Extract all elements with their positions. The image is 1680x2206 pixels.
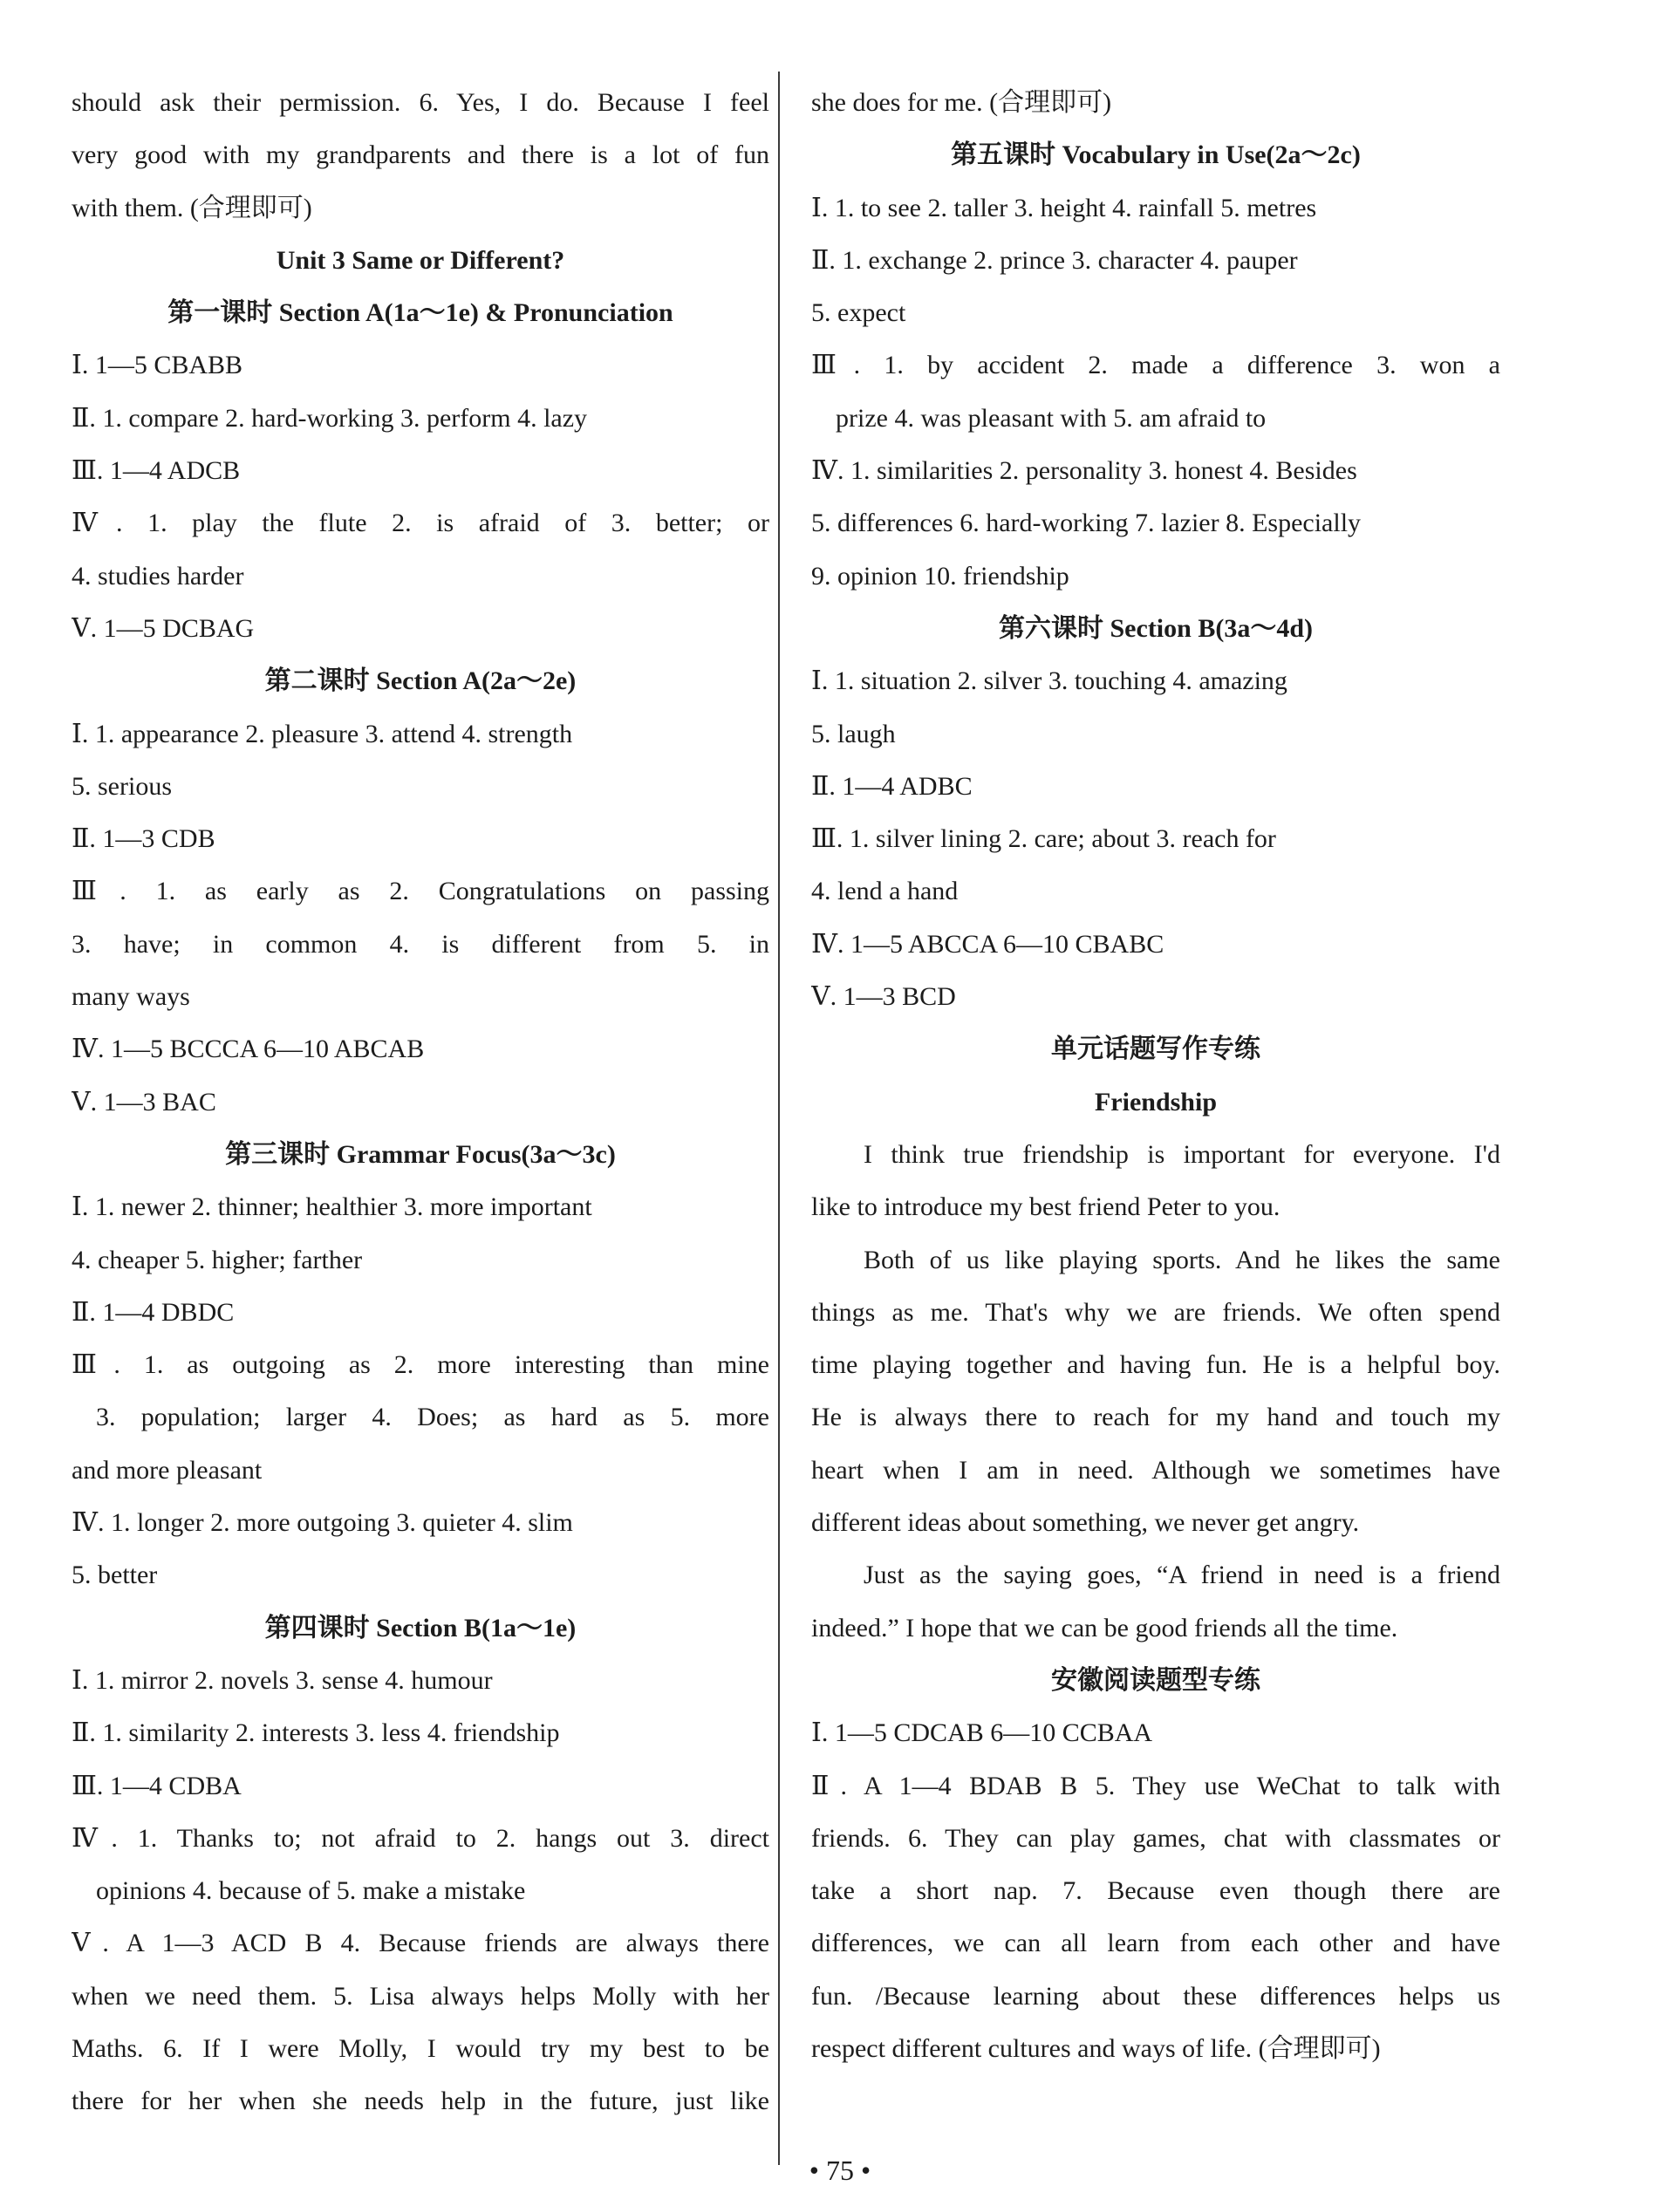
text-line: Ⅰ. 1. to see 2. taller 3. height 4. rainfall 5. metres bbox=[811, 193, 1317, 222]
text-line: Ⅲ. 1. by accident 2. made a difference 3. won a bbox=[811, 351, 1500, 380]
text-line: 4. lend a hand bbox=[811, 877, 959, 906]
text-line: 3. have; in common 4. is different from 5. in bbox=[72, 929, 769, 959]
text-line: 5. expect bbox=[811, 298, 906, 328]
text-line: indeed.” I hope that we can be good friends all the time. bbox=[811, 1613, 1398, 1643]
text-line: 9. opinion 10. friendship bbox=[811, 561, 1069, 591]
text-line: Ⅲ. 1. as outgoing as 2. more interesting than mine bbox=[72, 1350, 769, 1380]
text-line: 4. cheaper 5. higher; farther bbox=[72, 1245, 363, 1274]
text-line: Maths. 6. If I were Molly, I would try my best to be bbox=[72, 2033, 769, 2063]
section-heading: 第四课时 Section B(1a～1e) bbox=[264, 1613, 577, 1643]
left-column bbox=[72, 77, 769, 2128]
text-line: 3. population; larger 4. Does; as hard as 5. more bbox=[96, 1403, 769, 1432]
text-line: opinions 4. because of 5. make a mistake bbox=[96, 1876, 526, 1906]
text-line: prize 4. was pleasant with 5. am afraid to bbox=[836, 403, 1267, 433]
section-heading: 第六课时 Section B(3a～4d) bbox=[999, 613, 1313, 643]
text-line: Ⅳ. 1. longer 2. more outgoing 3. quieter 4. slim bbox=[72, 1508, 573, 1538]
section-heading: Unit 3 Same or Different? bbox=[276, 245, 565, 275]
text-line: 5. serious bbox=[72, 771, 172, 801]
section-heading: 第五课时 Vocabulary in Use(2a～2c) bbox=[951, 140, 1361, 170]
text-line: friends. 6. They can play games, chat with classmates or bbox=[811, 1823, 1500, 1853]
text-line: Ⅴ. 1—5 DCBAG bbox=[72, 613, 255, 643]
text-line: Ⅲ. 1—4 CDBA bbox=[72, 1771, 242, 1800]
right-column bbox=[811, 77, 1500, 2075]
text-line: Ⅱ. 1—4 DBDC bbox=[72, 1297, 235, 1327]
text-line: 5. better bbox=[72, 1561, 158, 1590]
text-line: Ⅰ. 1—5 CDCAB 6—10 CCBAA bbox=[811, 1718, 1153, 1748]
section-heading: 第二课时 Section A(2a～2e) bbox=[264, 666, 577, 696]
text-line: He is always there to reach for my hand and touch my bbox=[811, 1403, 1500, 1432]
text-line: very good with my grandparents and there is a lot of fun bbox=[72, 140, 769, 170]
text-line: Ⅱ. 1. exchange 2. prince 3. character 4. pauper bbox=[811, 245, 1298, 275]
text-line: different ideas about something, we never get angry. bbox=[811, 1508, 1360, 1538]
text-line: 5. laugh bbox=[811, 719, 896, 748]
text-line: Ⅰ. 1—5 CBABB bbox=[72, 351, 243, 380]
text-line: Ⅲ. 1. silver lining 2. care; about 3. reach for bbox=[811, 824, 1276, 854]
text-line: Ⅴ. A 1—3 ACD B 4. Because friends are always there bbox=[72, 1929, 769, 1958]
text-line: Ⅰ. 1. appearance 2. pleasure 3. attend 4. strength bbox=[72, 719, 573, 748]
text-line: with them. (合理即可) bbox=[72, 193, 312, 222]
text-line: Both of us like playing sports. And he likes the same bbox=[864, 1245, 1500, 1274]
text-line: heart when I am in need. Although we sometimes have bbox=[811, 1455, 1500, 1485]
section-heading: 安徽阅读题型专练 bbox=[1051, 1665, 1260, 1695]
column-divider bbox=[778, 72, 780, 2165]
text-line: 5. differences 6. hard-working 7. lazier 8. Especially bbox=[811, 509, 1362, 538]
text-line: Ⅱ. A 1—4 BDAB B 5. They use WeChat to talk with bbox=[811, 1771, 1500, 1800]
section-heading: 第三课时 Grammar Focus(3a～3c) bbox=[225, 1139, 616, 1169]
text-line: Ⅲ. 1—4 ADCB bbox=[72, 456, 241, 486]
text-line: 4. studies harder bbox=[72, 561, 244, 591]
text-line: Just as the saying goes, “A friend in need is a friend bbox=[864, 1561, 1500, 1590]
text-line: Ⅱ. 1. compare 2. hard-working 3. perform 4. lazy bbox=[72, 403, 588, 433]
text-line: when we need them. 5. Lisa always helps Molly with her bbox=[72, 1981, 769, 2011]
text-line: Ⅳ. 1—5 ABCCA 6—10 CBABC bbox=[811, 929, 1164, 959]
section-heading: Friendship bbox=[1094, 1087, 1218, 1117]
text-line: things as me. That's why we are friends. We often spend bbox=[811, 1297, 1500, 1327]
text-line: Ⅳ. 1. Thanks to; not afraid to 2. hangs out 3. direct bbox=[72, 1823, 769, 1853]
text-line: I think true friendship is important for everyone. I'd bbox=[864, 1139, 1500, 1169]
text-line: and more pleasant bbox=[72, 1455, 263, 1485]
text-line: Ⅰ. 1. situation 2. silver 3. touching 4. amazing bbox=[811, 666, 1287, 696]
text-line: Ⅳ. 1. similarities 2. personality 3. honest 4. Besides bbox=[811, 456, 1357, 486]
text-line: Ⅱ. 1—4 ADBC bbox=[811, 771, 973, 801]
text-line: like to introduce my best friend Peter to you. bbox=[811, 1192, 1280, 1222]
text-line: Ⅱ. 1. similarity 2. interests 3. less 4. friendship bbox=[72, 1718, 560, 1748]
text-line: fun. /Because learning about these differences helps us bbox=[811, 1981, 1500, 2011]
text-line: Ⅱ. 1—3 CDB bbox=[72, 824, 215, 854]
text-line: Ⅴ. 1—3 BCD bbox=[811, 982, 956, 1012]
section-heading: 单元话题写作专练 bbox=[1051, 1035, 1260, 1064]
text-line: differences, we can all learn from each other and have bbox=[811, 1929, 1500, 1958]
text-line: Ⅳ. 1. play the flute 2. is afraid of 3. better; or bbox=[72, 509, 769, 538]
section-heading: 第一课时 Section A(1a～1e) & Pronunciation bbox=[167, 298, 673, 328]
text-line: Ⅲ. 1. as early as 2. Congratulations on passing bbox=[72, 877, 769, 906]
text-line: time playing together and having fun. He is a helpful boy. bbox=[811, 1350, 1500, 1380]
page-number: • 75 • bbox=[809, 2155, 871, 2186]
text-line: Ⅰ. 1. mirror 2. novels 3. sense 4. humour bbox=[72, 1665, 493, 1695]
text-line: there for her when she needs help in the future, just like bbox=[72, 2086, 769, 2116]
text-line: Ⅳ. 1—5 BCCCA 6—10 ABCAB bbox=[72, 1035, 425, 1064]
text-line: many ways bbox=[72, 982, 190, 1012]
text-line: Ⅴ. 1—3 BAC bbox=[72, 1087, 216, 1117]
text-line: take a short nap. 7. Because even though there are bbox=[811, 1876, 1500, 1906]
text-line: Ⅰ. 1. newer 2. thinner; healthier 3. more important bbox=[72, 1192, 592, 1222]
text-line: she does for me. (合理即可) bbox=[811, 88, 1112, 117]
text-line: respect different cultures and ways of life. (合理即可) bbox=[811, 2033, 1381, 2063]
text-line: should ask their permission. 6. Yes, I do. Because I feel bbox=[72, 88, 769, 117]
